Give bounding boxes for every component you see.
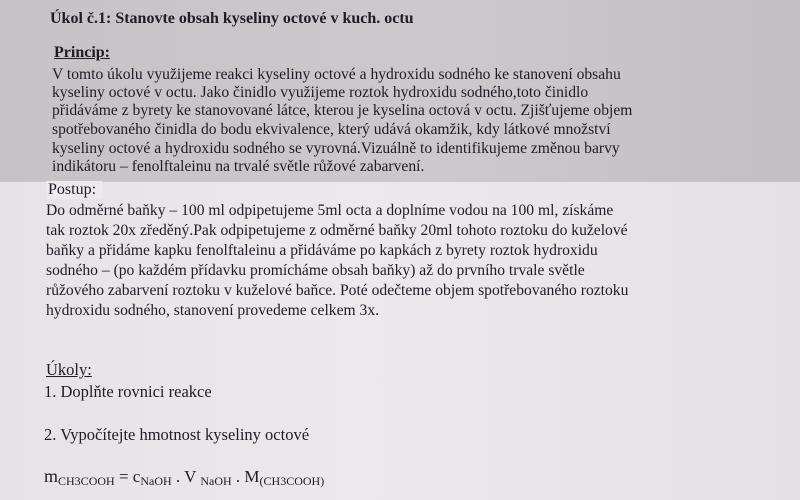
- postup-line: růžového zabarvení roztoku v kuželové baňce. Poté odečteme objem spotřebovaného roztoku: [46, 282, 629, 299]
- princip-line: spotřebovaného činidla do bodu ekvivalence, který udává okamžik, kdy látkové množství: [52, 121, 611, 138]
- princip-line: indikátoru – fenolftaleinu na trvalé světle růžové zabarvení.: [52, 158, 425, 175]
- task-item-1: 1. Doplňte rovnici reakce: [44, 382, 212, 401]
- postup-line: tak roztok 20x zředěný.Pak odpipetujeme z odměrné baňky 20ml tohoto roztoku do kuželové: [46, 222, 628, 239]
- task-title: Úkol č.1: Stanovte obsah kyseliny octové v kuch. octu: [50, 10, 414, 27]
- formula-m-subscript: CH3COOH: [58, 474, 115, 488]
- formula-molar-subscript: (CH3COOH): [259, 474, 325, 488]
- formula-m: m: [44, 466, 59, 486]
- ukoly-heading: Úkoly:: [46, 360, 92, 379]
- postup-line: baňky a přidáme kapku fenolftaleinu a přidáváme po kapkách z byrety roztok hydroxidu: [46, 242, 598, 259]
- formula-equals-c: = c: [114, 467, 141, 486]
- formula-dot-v: . V: [171, 467, 201, 486]
- mass-formula: [44, 466, 324, 489]
- postup-line: sodného – (po každém přídavku promícháme obsah baňky) až do prvního trvale světle: [46, 262, 585, 279]
- princip-line: V tomto úkolu využijeme reakci kyseliny octové a hydroxidu sodného ke stanovení obsahu: [52, 66, 621, 83]
- postup-heading: Postup:: [46, 181, 102, 199]
- postup-line: hydroxidu sodného, stanovení provedeme celkem 3x.: [46, 302, 380, 319]
- task-item-2: 2. Vypočítejte hmotnost kyseliny octové: [44, 425, 310, 444]
- princip-line: přidáváme z byrety ke stanovované látce, kterou je kyselina octová v octu. Zjišťujeme objem: [52, 102, 633, 119]
- princip-line: kyseliny octové a hydroxidu sodného se vyrovná.Vizuálně to identifikujeme změnou barvy: [52, 140, 620, 157]
- formula-c-subscript: NaOH: [140, 474, 172, 488]
- formula-v-subscript: NaOH: [200, 474, 232, 488]
- princip-heading: Princip:: [54, 44, 110, 61]
- postup-line: Do odměrné baňky – 100 ml odpipetujeme 5ml octa a doplníme vodou na 100 ml, získáme: [46, 202, 614, 219]
- formula-dot-m: . M: [231, 467, 260, 486]
- princip-line: kyseliny octové v octu. Jako činidlo využijeme roztok hydroxidu sodného,toto činidlo: [52, 84, 589, 101]
